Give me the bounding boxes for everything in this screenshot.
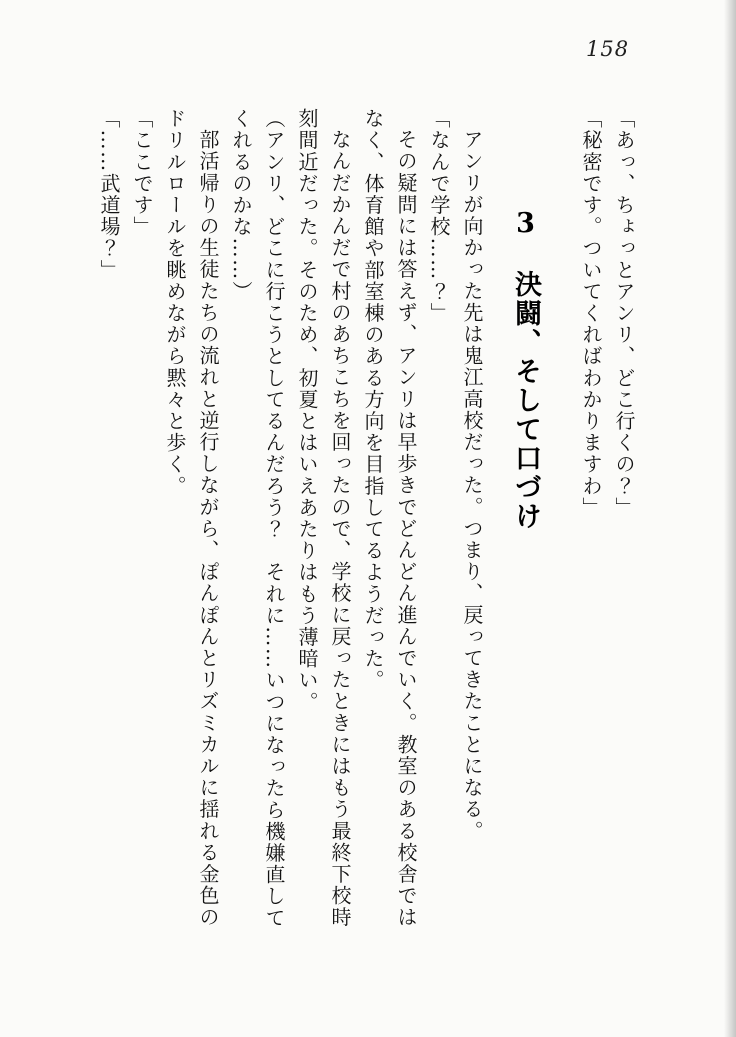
text-line-continuation: くれるのかな……） bbox=[229, 108, 253, 303]
chapter-heading: 3 決闘、そして口づけ bbox=[510, 208, 541, 531]
page-edge-shadow bbox=[724, 0, 736, 1037]
text-line-paragraph: なんだかんだで村のあちこちを回ったので、学校に戻ったときにはもう最終下校時 bbox=[328, 129, 352, 929]
text-line-continuation: 刻間近だった。そのため、初夏とはいえあたりはもう薄暗い。 bbox=[295, 108, 319, 713]
text-line-dialogue: 「……武道場？」 bbox=[97, 108, 121, 281]
text-block bbox=[92, 108, 640, 964]
text-line-thought: （アンリ、どこに行こうとしてるんだろう？ それに……いつになったら機嫌直して bbox=[262, 108, 286, 929]
text-line-dialogue: 「なんで学校……？」 bbox=[427, 108, 451, 324]
text-line-dialogue: 「秘密です。ついてくればわかりますわ」 bbox=[579, 108, 603, 519]
text-line-dialogue: 「ここです」 bbox=[130, 108, 154, 238]
text-line-continuation: なく、体育館や部室棟のある方向を目指してるようだった。 bbox=[361, 108, 385, 692]
text-line-dialogue: 「あっ、ちょっとアンリ、どこ行くの？」 bbox=[612, 108, 636, 519]
text-line-continuation: ドリルロールを眺めながら黙々と歩く。 bbox=[163, 108, 187, 497]
text-line-paragraph: その疑問には答えず、アンリは早歩きでどんどん進んでいく。教室のある校舎では bbox=[394, 129, 418, 929]
page-number: 158 bbox=[586, 37, 630, 61]
text-line-paragraph: アンリが向かった先は鬼江高校だった。つまり、戻ってきたことになる。 bbox=[460, 129, 484, 842]
text-line-paragraph: 部活帰りの生徒たちの流れと逆行しながら、ぽんぽんとリズミカルに揺れる金色の bbox=[196, 129, 220, 929]
